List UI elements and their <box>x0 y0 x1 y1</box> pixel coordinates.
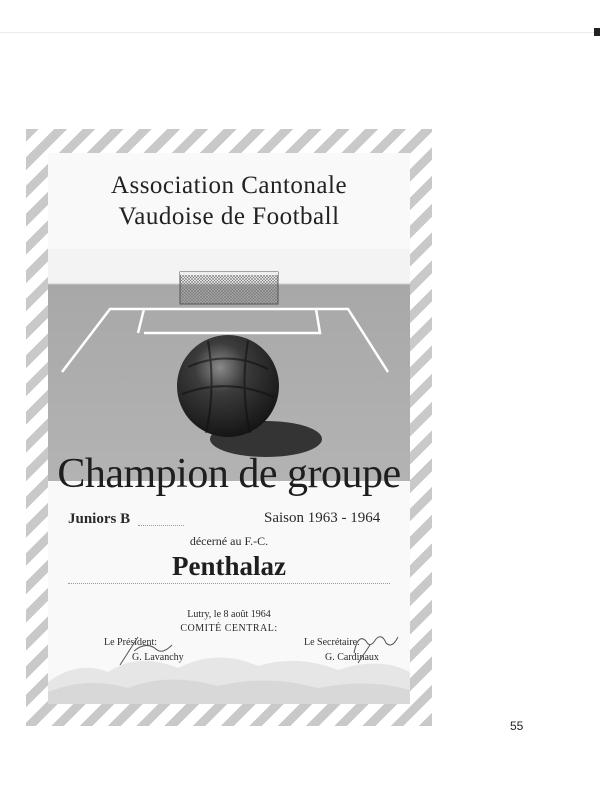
page-corner-mark <box>594 28 600 36</box>
president-name: G. Lavanchy <box>132 652 184 663</box>
page-top-line <box>0 32 600 33</box>
club-name: Penthalaz <box>172 551 286 581</box>
goal-crossbar <box>180 272 278 275</box>
association-title-line-2: Vaudoise de Football <box>118 203 340 230</box>
category-dotted-line <box>138 525 184 526</box>
football-field-illustration <box>48 249 410 481</box>
goal-area-line <box>144 309 320 333</box>
president-role: Le Président: <box>104 637 158 648</box>
champion-title: Champion de groupe <box>57 451 401 497</box>
category-label: Juniors B <box>68 511 131 527</box>
association-title-line-1: Association Cantonale <box>110 172 348 199</box>
secretary-name: G. Cardinaux <box>325 652 379 663</box>
certificate-inner <box>48 153 410 704</box>
mountain-landscape <box>48 642 410 704</box>
season-label: Saison 1963 - 1964 <box>264 510 381 526</box>
certificate <box>26 129 432 726</box>
field-drawing <box>48 249 410 481</box>
club-dotted-line <box>68 583 390 584</box>
secretary-role: Le Secrétaire: <box>304 637 360 648</box>
awarded-to-label: décerné au F.-C. <box>189 534 269 548</box>
page-number: 55 <box>510 719 524 733</box>
goal-area-left-line <box>138 309 144 333</box>
date-line: Lutry, le 8 août 1964 <box>187 609 271 620</box>
goal-net <box>180 272 278 304</box>
committee-label: COMITÉ CENTRAL: <box>180 623 278 634</box>
